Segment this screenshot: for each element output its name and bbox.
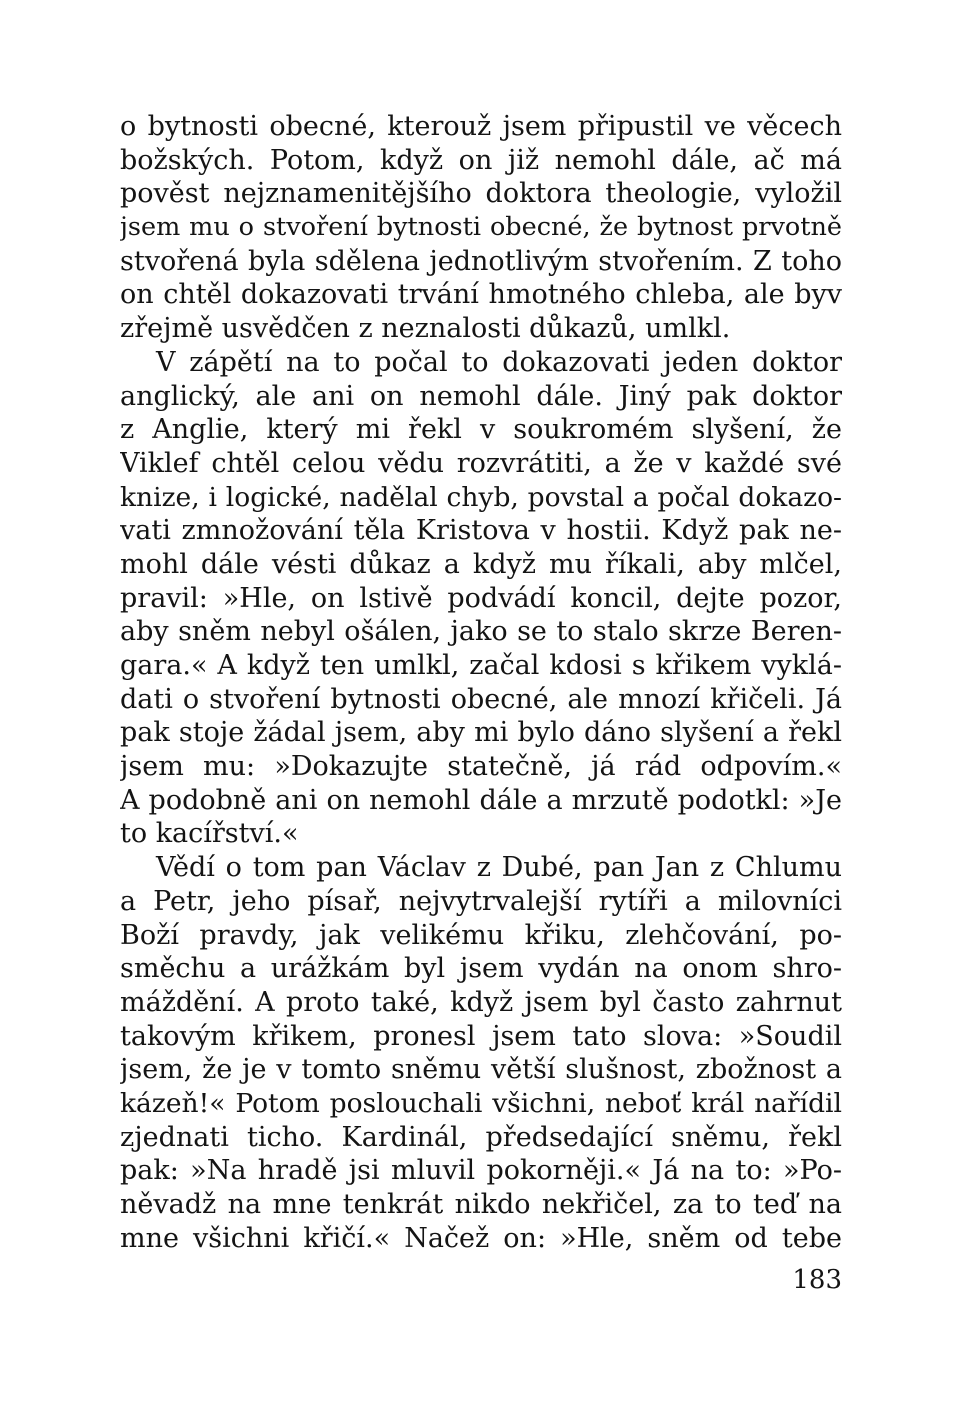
text-line: jsem mu: »Dokazujte statečně, já rád odpovím.«: [120, 751, 842, 783]
text-line: jsem, že je v tomto sněmu větší slušnost, zbožnost a: [120, 1054, 842, 1086]
text-line: Boží pravdy, jak velikému křiku, zlehčování, po-: [120, 919, 842, 951]
paragraph-start-line: Vědí o tom pan Václav z Dubé, pan Jan z Chlumu: [156, 852, 842, 884]
text-line: z Anglie, který mi řekl v soukromém slyšení, že: [120, 414, 842, 446]
text-line: dati o stvoření bytnosti obecné, ale mnozí křičeli. Já: [120, 683, 842, 715]
text-line: pověst nejznamenitějšího doktora theologie, vyložil: [120, 178, 842, 210]
text-line: o bytnosti obecné, kterouž jsem připustil ve věcech: [120, 111, 842, 142]
text-line: to kacířství.«: [120, 818, 299, 850]
text-line: anglický, ale ani on nemohl dále. Jiný pak doktor: [120, 380, 842, 412]
text-line: aby sněm nebyl ošálen, jako se to stalo skrze Beren-: [120, 616, 842, 648]
text-line: pravil: »Hle, on lstivě podvádí koncil, dejte pozor,: [120, 582, 842, 614]
text-line: něvadž na mne tenkrát nikdo nekřičel, za to teď na: [120, 1189, 842, 1220]
text-line: pak: »Na hradě jsi mluvil pokorněji.« Já na to: »Po-: [120, 1155, 842, 1187]
text-line: gara.« A když ten umlkl, začal kdosi s křikem vyklá-: [120, 650, 842, 681]
text-line: směchu a urážkám byl jsem vydán na onom shro-: [120, 953, 842, 985]
text-line: on chtěl dokazovati trvání hmotného chleba, ale byv: [120, 279, 842, 311]
text-line: a Petr, jeho písař, nejvytrvalejší rytíři a milovníci: [120, 885, 842, 917]
text-line: jsem mu o stvoření bytnosti obecné, že bytnost prvotně: [120, 212, 842, 243]
text-line: zřejmě usvědčen z neznalosti důkazů, umlkl.: [120, 313, 731, 345]
text-line: knize, i logické, nadělal chyb, povstal a počal dokazo-: [120, 481, 842, 513]
page-number: 183: [792, 1265, 842, 1295]
text-line: takovým křikem, pronesl jsem tato slova: »Soudil: [120, 1020, 842, 1052]
text-line: stvořená byla sdělena jednotlivým stvořením. Z toho: [120, 245, 842, 277]
text-line: mne všichni křičí.« Načež on: »Hle, sněm od tebe: [120, 1222, 842, 1254]
text-line: pak stoje žádal jsem, aby mi bylo dáno slyšení a řekl: [120, 717, 842, 749]
text-line: Viklef chtěl celou vědu rozvrátiti, a že v každé své: [120, 447, 842, 479]
text-line: kázeň!« Potom poslouchali všichni, neboť král nařídil: [120, 1087, 842, 1119]
text-line: máždění. A proto také, když jsem byl často zahrnut: [120, 986, 842, 1018]
text-line: božských. Potom, když on již nemohl dále, ač má: [120, 144, 842, 176]
text-line: vati zmnožování těla Kristova v hostii. Když pak ne-: [120, 515, 842, 547]
paragraph-start-line: V zápětí na to počal to dokazovati jeden doktor: [156, 346, 842, 378]
body-text: [120, 110, 842, 1255]
text-line: A podobně ani on nemohl dále a mrzutě podotkl: »Je: [120, 784, 842, 816]
text-line: zjednati ticho. Kardinál, předsedající sněmu, řekl: [120, 1121, 842, 1153]
text-line: mohl dále vésti důkaz a když mu říkali, aby mlčel,: [120, 548, 842, 580]
